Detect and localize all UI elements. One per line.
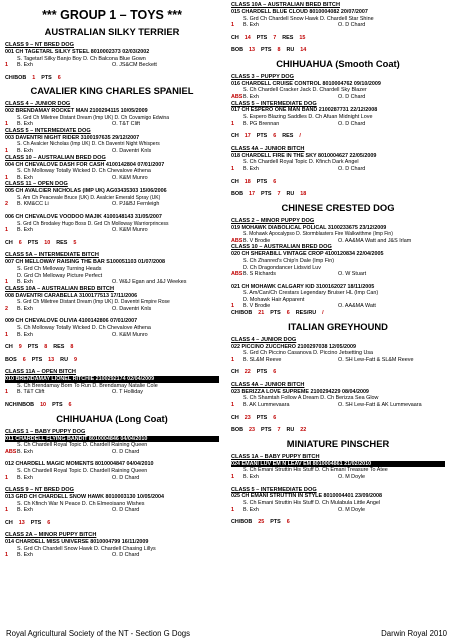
class-heading: CLASS 5 – INTERMEDIATE DOG: [231, 100, 317, 107]
entry-result: 1 B. SL&M Reeve O. SH Lew-Fatt & SL&M Reeve: [231, 356, 414, 363]
entry-parents: S. Ch Kfinch War N Peace D. Ch Elmeoisano Wishes: [17, 500, 145, 507]
entry-parents: S. Grd Ch Melloway Turning Heads: [17, 265, 102, 272]
class-heading: CLASS 5 – INTERMEDIATE DOG: [231, 486, 317, 493]
entry-title-highlighted: 011 CHARDELL FLYING BANDIT 8010004846 04/04/2010: [5, 436, 219, 443]
footer-right: Darwin Royal 2010: [381, 629, 447, 638]
owner: O. JS&CM Beckett: [112, 62, 157, 69]
entry-result: 1 B. Exh O. K&M Munro: [5, 174, 148, 181]
entry-parents: S. Grd Ch Piccino Casanova D. Piccino Jetsetting Usa: [243, 350, 374, 357]
entry-title: 001 CH TAGETARL SILKY STEEL 8010002373 02/03/2002: [5, 48, 150, 55]
entry-title: 017 CH ESPERO ONE MAN BAND 2100287731 22/12/2008: [231, 107, 378, 114]
class-heading: CLASS 4 – JUNIOR DOG: [5, 101, 71, 108]
entry-title: 015 CHARDELL BLUE CLOUD 8010004082 20/07/2007: [231, 8, 368, 15]
entry-parents: S. Mohawk Apocalypso D. Stormblasters Fire Walkwithme (Imp Fin): [243, 231, 393, 238]
entry-result: ABS B. Exh O. D Chard: [231, 93, 366, 100]
footer-left: Royal Agricultural Society of the NT - Section G Dogs: [6, 629, 191, 638]
class-heading: CLASS 2 – MINOR PUPPY DOG: [231, 217, 315, 224]
entry-parents: S. Grd Ch Miletree Distant Dream (Imp UK) D. Daventri Empire Rose: [17, 299, 170, 306]
class-heading: CLASS 9 – NT BRED DOG: [5, 487, 74, 494]
entry-parents: S. Grd Ch Brodaley Hugo Boss D. Grd Ch Molloway Warriorprincess: [17, 220, 169, 227]
breed-heading-crested: CHINESE CRESTED DOG: [281, 201, 395, 213]
breed-heading-silky: AUSTRALIAN SILKY TERRIER: [44, 26, 180, 37]
entry-title: 014 CHARDELL MISS UNIVERSE 8010004799 16/11/2009: [5, 539, 149, 546]
group-title: *** GROUP 1 – TOYS ***: [42, 8, 182, 22]
class-heading: CLASS 4A – JUNIOR BITCH: [231, 145, 305, 152]
entry-result: 1 B. Exh O. Daventri Knls: [5, 148, 152, 155]
breed-heading-cavalier: CAVALIER KING CHARLES SPANIEL: [30, 85, 194, 97]
entry-parents: D. Ch Dragondancer Lidsvid Luv: [243, 264, 321, 271]
award-summary: CH/BOB 1 PTS 6: [5, 74, 61, 81]
entry-parents: S. Ch Avalcier Nicholas (Imp UK) D. Ch Daventri Night Whispers: [17, 141, 160, 148]
entry-result: 1 B. Exh O. D Chard: [231, 165, 366, 172]
right-column: [231, 2, 445, 526]
entry-result: 1 B. Exh O. D Chard: [5, 552, 140, 559]
class-heading: CLASS 11A – OPEN BITCH: [5, 369, 76, 376]
class-heading: CLASS 4 – JUNIOR DOG: [231, 336, 297, 343]
entry-parents: S. Ch Emani Struttin His Stuff D. Ch Emani Treasure To Atee: [243, 467, 388, 474]
entry-parents: S. Grd Ch Chardell Snow Hawk D. Chardell Star Shine: [243, 15, 374, 22]
class-heading: CLASS 2A – MINOR PUPPY BITCH: [5, 532, 97, 539]
class-heading: CLASS 3 – PUPPY DOG: [231, 73, 295, 80]
entry-parents: S. Ch Molloway Totally Wicked D. Ch Chevalove Athena: [17, 324, 151, 331]
entry-result: ABS B. Exh O. D Chard: [5, 448, 140, 455]
award-summary: CH/BOB 21 PTS 6 RES/RU /: [231, 310, 324, 317]
entry-result: 1 B. V Brodie O. AA&MA Watt: [231, 303, 376, 310]
entry-title: 020 CH SHERABILL VINTAGE CROP 4100120834 22/04/2005: [231, 251, 384, 258]
entry-parents: S. Grd Ch Chardell Snow Hawk D. Chardell Chasing Lillys: [17, 545, 156, 552]
entry-title: 018 CHARDELL FIRE IN THE SKY 8010004627 22/05/2009: [231, 152, 377, 159]
entry-result: ABS B. S Richards O. W Stuart: [231, 271, 367, 278]
award-summary: CH 6 PTS 10 RES 5: [5, 239, 77, 246]
entry-parents: S. Ch Shamtah Follow A Dream D. Ch Berizza Sea Glow: [243, 395, 379, 402]
award-summary: BOB 23 PTS 7 RU 22: [231, 427, 307, 434]
place: 1: [5, 62, 8, 69]
entry-parents: D. Mohawk Hair Apparent: [243, 296, 305, 303]
breeder: B. Exh: [17, 62, 33, 69]
entry-title: 019 MOHAWK DIABOLICAL POLICAL 3100233675 23/12/2009: [231, 224, 387, 231]
award-summary: CH/BOB 25 PTS 6: [231, 519, 290, 526]
entry-title: 023 BERIZZA LOVE SUPREME 2100294229 08/04/2009: [231, 388, 369, 395]
entry-parents: S. Ch Chardell Royal Topic D. Chardell Raining Queen: [17, 442, 148, 449]
entry-result: 1 B. Exh O. D Chard: [5, 474, 140, 481]
award-summary: BOS 6 PTS 13 RU 9: [5, 356, 77, 363]
entry-title: 004 CH CHEVALOVE DASH FOR CASH 4100142804 07/01/2007: [5, 161, 165, 168]
entry-parents: S. Ch Emani Struttin His Stuff D. Ch Mulabula Little Angel: [243, 500, 381, 506]
entry-parents: S. Grd Ch Miletree Distant Dream (Imp UK) D. Ch Covamigo Edwina: [17, 114, 169, 121]
breed-heading-chihuahua-long: CHIHUAHUA (Long Coat): [56, 412, 168, 424]
award-summary: CH 9 PTS 8 RES 8: [5, 344, 74, 351]
award-summary: CH 22 PTS 6: [231, 369, 277, 376]
class-heading: CLASS 10 – AUSTRALIAN BRED DOG: [5, 154, 106, 161]
award-summary: BOB 13 PTS 8 RU 14: [231, 47, 307, 54]
entry-title: 009 CH CHEVALOVE OLIVIA 4100142806 07/01/2007: [5, 318, 138, 325]
entry-parents: S. Tagetarl Silky Banjo Boy D. Ch Balcona Blue Gown: [17, 55, 146, 62]
class-heading: CLASS 10A – AUSTRALIAN BRED BITCH: [5, 285, 114, 292]
class-heading: CLASS 10 – AUSTRALIAN BRED DOG: [231, 244, 332, 251]
class-heading: CLASS 9 – NT BRED DOG: [5, 42, 74, 48]
entry-result: 2 B. KM&CC Li O. PJ&BJ Fernleigh: [5, 201, 160, 208]
entry-title: 025 CH EMANI STRUTTIN IN STYLE 8010004401 23/09/2008: [231, 493, 383, 500]
entry-result: 1 B. Exh O. D Chard: [231, 22, 366, 29]
left-column: [5, 2, 219, 559]
entry-parents: S. Ch Chardell Royal Topic D. Chardell Raining Queen: [17, 467, 148, 474]
award-summary: CH 23 PTS 6: [231, 414, 277, 421]
entry-parents: S. Ch Zhanred's Chip'n Dale (Imp Fin): [243, 257, 335, 264]
entry-title: 002 BRENDAMAY ROCKET MAN 2100294115 10/05/2009: [5, 108, 148, 115]
class-heading: CLASS 5A – INTERMEDIATE BITCH: [5, 252, 99, 259]
entry-result: [5, 62, 219, 69]
entry-result: 1 B. PG Brennan O. D Chard: [231, 120, 366, 127]
entry-result: 1 B. AK Lummevaara O. SH Lew-Fatt & AK Lummevaara: [231, 402, 422, 409]
award-summary: CH 18 PTS 6: [231, 178, 277, 185]
entry-result: 1 B. Exh O. D Chard: [5, 507, 140, 514]
entry-result: 1 B. Exh O. M Doyle: [231, 506, 365, 513]
entry-title-highlighted: 024 EMANI LUV EM N LEAV EM 8010004861 21/02/2010: [231, 461, 445, 468]
breed-heading-italian: ITALIAN GREYHOUND: [288, 320, 388, 332]
entry-result: 1 B. Exh O. K&M Munro: [5, 331, 148, 338]
entry-title: 007 CH MELLOWAY RAISING THE BAR S100051103 01/07/2008: [5, 259, 165, 266]
award-summary: NCH/NBOB 10 PTS 6: [5, 402, 72, 409]
entry-parents: S. Ch Chardell Royal Topic D. Kfinch Dark Angel: [243, 159, 359, 166]
entry-parents: S. Ch Brendamay Born To Run D. Brendamay Natalie Cole: [17, 382, 158, 389]
entry-result: ABS B. V Brodie O. AA&MA Watt and J&S Irlam: [231, 237, 412, 244]
class-heading: CLASS 1A – BABY PUPPY BITCH: [231, 453, 320, 460]
breed-heading-chihuahua-smooth: CHIHUAHUA (Smooth Coat): [276, 57, 400, 69]
award-summary: CH 13 PTS 6: [5, 519, 51, 526]
entry-parents: S. Espero Blazing Saddles D. Ch Afuan Midnight Love: [243, 114, 373, 121]
class-heading: CLASS 1 – BABY PUPPY DOG: [5, 428, 86, 435]
entry-title-highlighted: 010 BRENDAMAY LIONEL RITCHIE 2100292174 02/04/2009: [5, 376, 219, 383]
entry-parents: D. Grd Ch Melloway Picture Perfect: [17, 272, 103, 279]
award-summary: CH 14 PTS 7 RES 15: [231, 34, 306, 41]
class-heading: CLASS 10A – AUSTRALIAN BRED BITCH: [231, 2, 340, 8]
entry-title: 016 CHARDELL CRUISE CONTROL 8010004762 09/10/2009: [231, 80, 381, 87]
entry-parents: S. Ch Molloway Totally Wicked D. Ch Chevalove Athena: [17, 168, 151, 175]
entry-title: 005 CH AVALCIER NICHOLAS (IMP UK) AG03435303 15/06/2006: [5, 188, 167, 195]
entry-title: 013 GRD CH CHARDELL SNOW HAWK 8010003130 10/05/2004: [5, 494, 164, 500]
entry-title: 012 CHARDELL MAGIC MOMENTS 8010004847 04/04/2010: [5, 461, 154, 468]
entry-result: 1 B. Exh O. K&M Munro: [5, 227, 148, 234]
entry-result: 1 B. Exh O. W&J Egan and J&J Weekes: [5, 279, 187, 286]
entry-title: 003 DAVENTRI NIGHT RIDER 3100197635 29/12/2007: [5, 134, 140, 141]
entry-title: 008 DAVENTRI CARABELLA 3100177513 17/11/2006: [5, 292, 138, 299]
entry-parents: S. Am/Can/Ch Crestars Legendary Bruiser HL (Imp Can): [243, 290, 379, 297]
award-summary: CH 17 PTS 6 RES /: [231, 133, 301, 140]
breed-heading-mini-pinscher: MINIATURE PINSCHER: [286, 437, 390, 449]
entry-result: 1 B. Exh O. T&T Clift: [5, 121, 140, 128]
entry-title: 022 PICCINO ZUCCHERO 2100297038 12/05/2009: [231, 343, 356, 350]
entry-result: 1 B. T&T Clift O. T Holliday: [5, 389, 143, 396]
entry-result: 1 B. Exh O. M Doyle: [231, 473, 365, 480]
class-heading: CLASS 5 – INTERMEDIATE DOG: [5, 127, 91, 134]
entry-result: 2 B. Exh O. Daventri Knls: [5, 305, 152, 312]
entry-title: 006 CH CHEVALOVE VOODOO MAJIK 4100148143 31/05/2007: [5, 214, 162, 221]
class-heading: CLASS 11 – OPEN DOG: [5, 181, 68, 188]
entry-parents: S. Am Ch Peacevale Bruce (UK) D. Avalcier Emerald Spray (UK): [17, 194, 161, 201]
entry-title: 021 CH MOHAWK CALGARY KID 3100162027 18/11/2005: [231, 283, 375, 290]
entry-parents: S. Ch Chardell Cracker Jack D. Chardell Sky Blazer: [243, 87, 367, 94]
award-summary: BOB 17 PTS 7 RU 18: [231, 191, 307, 198]
page-footer: [6, 629, 447, 638]
class-heading: CLASS 4A – JUNIOR BITCH: [231, 381, 305, 388]
